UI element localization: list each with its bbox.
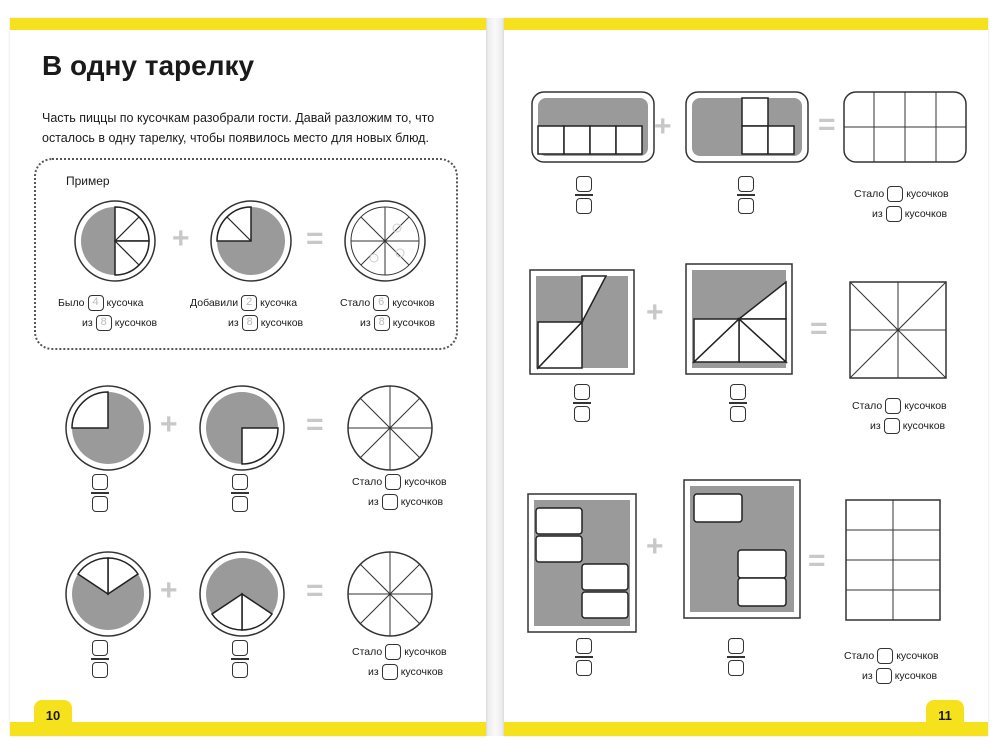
unit-word: кусочка xyxy=(106,297,144,309)
added-word: Добавили xyxy=(190,297,239,309)
example-became-of-label xyxy=(360,315,435,331)
unit-word: кусочков xyxy=(404,646,447,658)
answer-box[interactable] xyxy=(876,668,892,684)
answer-box[interactable] xyxy=(382,664,398,680)
tray-2-result xyxy=(848,280,948,380)
unit-word: кусочков xyxy=(260,317,304,329)
of-word: из xyxy=(368,666,379,678)
answer-box[interactable] xyxy=(385,474,401,490)
answer-box[interactable] xyxy=(884,418,900,434)
answer-box[interactable] xyxy=(92,662,108,678)
page-number-right: 11 xyxy=(926,700,964,730)
example-became-label xyxy=(340,295,435,311)
plus-sign: + xyxy=(160,574,178,607)
example-was-of-label xyxy=(82,315,157,331)
result-of-label xyxy=(368,494,443,510)
plate-1-b xyxy=(196,382,288,474)
tray-2-a xyxy=(528,268,636,376)
of-word: из xyxy=(82,317,93,329)
total-value-box: 8 xyxy=(96,315,112,331)
answer-box[interactable] xyxy=(232,640,248,656)
became-word: Стало xyxy=(340,297,371,309)
fraction-line xyxy=(231,492,249,494)
answer-box[interactable] xyxy=(92,640,108,656)
intro-text: Часть пиццы по кусочкам разобрали гости. Давай разложим то, что осталось в одну тарелку, чтобы появилось место для новых блюд. xyxy=(42,111,435,145)
result-label xyxy=(352,474,447,490)
unit-word: кусочков xyxy=(392,317,436,329)
equals-sign: = xyxy=(818,108,836,141)
answer-box[interactable] xyxy=(885,398,901,414)
became-word: Стало xyxy=(852,400,883,412)
answer-box[interactable] xyxy=(576,176,592,192)
plus-sign: + xyxy=(646,530,664,563)
tray-1-result xyxy=(842,90,968,164)
unit-word: кусочков xyxy=(404,476,447,488)
answer-box[interactable] xyxy=(576,660,592,676)
of-word: из xyxy=(872,208,883,220)
result-of-label xyxy=(368,664,443,680)
became-word: Стало xyxy=(352,476,383,488)
answer-box[interactable] xyxy=(576,198,592,214)
unit-word: кусочков xyxy=(400,666,444,678)
example-plate-added xyxy=(208,198,294,284)
result-label xyxy=(854,186,949,202)
unit-word: кусочков xyxy=(114,317,158,329)
answer-box[interactable] xyxy=(92,496,108,512)
of-word: из xyxy=(862,670,873,682)
page-number-left: 10 xyxy=(34,700,72,730)
answer-box[interactable] xyxy=(232,496,248,512)
unit-word: кусочков xyxy=(400,496,444,508)
answer-box[interactable] xyxy=(92,474,108,490)
answer-box[interactable] xyxy=(738,198,754,214)
yellow-footer-bar xyxy=(504,722,988,736)
unit-word: кусочка xyxy=(260,297,298,309)
fraction-line xyxy=(737,194,755,196)
fraction-line xyxy=(727,656,745,658)
unit-word: кусочков xyxy=(904,208,948,220)
example-was-label xyxy=(58,295,144,311)
tray-3-a xyxy=(526,492,638,634)
plate-1-a xyxy=(62,382,154,474)
page-title: В одну тарелку xyxy=(42,50,255,81)
became-word: Стало xyxy=(854,188,885,200)
answer-box[interactable] xyxy=(385,644,401,660)
became-value-box: 6 xyxy=(373,295,389,311)
plate-2-a xyxy=(62,548,154,640)
example-added-label xyxy=(190,295,297,311)
equals-sign: = xyxy=(808,544,826,577)
fraction-line xyxy=(91,658,109,660)
total-value-box: 8 xyxy=(374,315,390,331)
result-of-label xyxy=(870,418,945,434)
result-label xyxy=(852,398,947,414)
answer-box[interactable] xyxy=(232,474,248,490)
yellow-footer-bar xyxy=(10,722,486,736)
example-plate-was xyxy=(72,198,158,284)
of-word: из xyxy=(368,496,379,508)
equals-sign: = xyxy=(810,312,828,345)
answer-box[interactable] xyxy=(738,176,754,192)
plate-2-b xyxy=(196,548,288,640)
answer-box[interactable] xyxy=(886,206,902,222)
fraction-line xyxy=(231,658,249,660)
unit-word: кусочков xyxy=(896,650,939,662)
answer-box[interactable] xyxy=(574,384,590,400)
result-of-label xyxy=(862,668,937,684)
unit-word: кусочков xyxy=(392,297,435,309)
fraction-line xyxy=(575,194,593,196)
was-value-box: 4 xyxy=(88,295,104,311)
added-value-box: 2 xyxy=(241,295,257,311)
answer-box[interactable] xyxy=(877,648,893,664)
of-word: из xyxy=(870,420,881,432)
plus-sign: + xyxy=(160,408,178,441)
equals-sign: = xyxy=(306,408,324,441)
answer-box[interactable] xyxy=(728,638,744,654)
answer-box[interactable] xyxy=(887,186,903,202)
plate-1-result xyxy=(344,382,436,474)
plus-sign: + xyxy=(646,296,664,329)
tray-1-b xyxy=(684,90,810,164)
tray-3-result xyxy=(844,498,942,622)
equals-sign: = xyxy=(306,222,324,255)
result-of-label xyxy=(872,206,947,222)
answer-box[interactable] xyxy=(728,660,744,676)
plus-sign: + xyxy=(654,110,672,143)
of-word: из xyxy=(360,317,371,329)
total-value-box: 8 xyxy=(242,315,258,331)
example-label: Пример xyxy=(66,174,110,188)
became-word: Стало xyxy=(844,650,875,662)
example-added-of-label xyxy=(228,315,303,331)
tray-1-a xyxy=(530,90,656,164)
unit-word: кусочков xyxy=(894,670,938,682)
fraction-line xyxy=(575,656,593,658)
equals-sign: = xyxy=(306,574,324,607)
answer-box[interactable] xyxy=(576,638,592,654)
result-label xyxy=(352,644,447,660)
unit-word: кусочков xyxy=(906,188,949,200)
unit-word: кусочков xyxy=(904,400,947,412)
result-label xyxy=(844,648,939,664)
book-spine xyxy=(486,18,504,736)
fraction-line xyxy=(91,492,109,494)
example-plate-result xyxy=(342,198,428,284)
answer-box[interactable] xyxy=(232,662,248,678)
of-word: из xyxy=(228,317,239,329)
unit-word: кусочков xyxy=(902,420,946,432)
tray-2-b xyxy=(684,262,794,376)
answer-box[interactable] xyxy=(730,384,746,400)
fraction-line xyxy=(729,402,747,404)
answer-box[interactable] xyxy=(730,406,746,422)
became-word: Стало xyxy=(352,646,383,658)
answer-box[interactable] xyxy=(382,494,398,510)
tray-3-b xyxy=(682,478,802,620)
plate-2-result xyxy=(344,548,436,640)
fraction-line xyxy=(573,402,591,404)
was-word: Было xyxy=(58,297,85,309)
answer-box[interactable] xyxy=(574,406,590,422)
plus-sign: + xyxy=(172,222,190,255)
